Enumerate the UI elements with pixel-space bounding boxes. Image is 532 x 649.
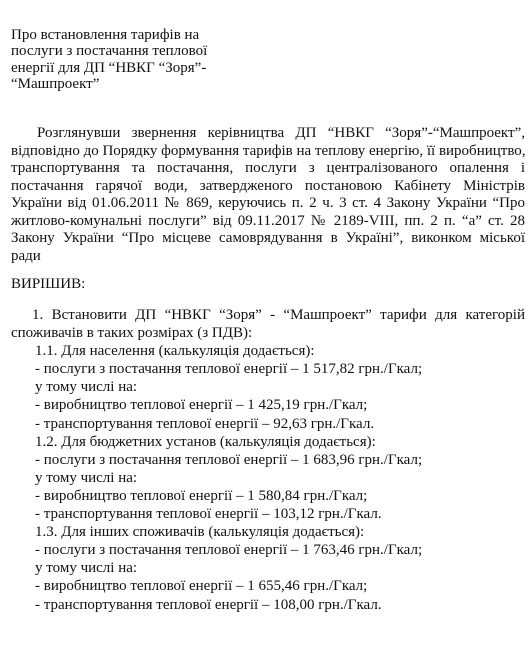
title-line: послуги з постачання теплової [11,43,208,60]
preamble-line: Розглянувши звернення керівництва ДП “НВКГ “Зоря”-“Машпроект”, [37,125,525,141]
section-line: - виробництво теплової енергії – 1 580,84 грн./Гкал; [35,487,368,504]
section-line: - виробництво теплової енергії – 1 425,19 грн./Гкал; [35,397,368,414]
preamble-line: житлово-комунальні послуги” від 09.11.2017 № 2189-VIII, пп. 2 п. “а” ст. 28 [11,212,525,229]
section-line: - послуги з постачання теплової енергії – 1 683,96 грн./Гкал; [35,451,423,468]
preamble-line: відповідно до Порядку формування тарифів на теплову енергію, її виробництво, [11,142,526,159]
preamble-line: Закону України “Про місцеве самоврядування в Україні”, виконком міської [11,230,525,246]
preamble-line: постачання гарячої води, затвердженого постановою Кабінету Міністрів [11,177,525,194]
section-line: - послуги з постачання теплової енергії – 1 763,46 грн./Гкал; [35,542,423,559]
preamble-paragraph [11,125,525,265]
preamble-line: ради [11,247,41,264]
title-line: Про встановлення тарифів на [11,27,200,43]
section-line: у тому числі на: [35,379,138,396]
section-line: - послуги з постачання теплової енергії – 1 517,82 грн./Гкал; [35,361,423,378]
decision-body [11,306,525,614]
section-heading: 1.1. Для населення (калькуляція додається): [35,343,315,360]
item-1-line: 1. Встановити ДП “НВКГ “Зоря” - “Машпроект” тарифи для категорій [32,307,525,323]
section-line: - транспортування теплової енергії – 108,00 грн./Гкал. [35,596,382,613]
section-line: - виробництво теплової енергії – 1 655,46 грн./Гкал; [35,578,368,595]
preamble-line: транспортування та постачання, послуги з централізованого опалення і [11,160,525,176]
section-line: у тому числі на: [35,560,138,577]
preamble-line: України від 01.06.2011 № 869, керуючись п. 2 ч. 3 ст. 4 Закону України “Про [11,195,525,211]
section-heading: 1.3. Для інших споживачів (калькуляція додається): [35,524,365,541]
section-line: у тому числі на: [35,469,138,486]
title-line: “Машпроект” [11,76,100,93]
section-line: - транспортування теплової енергії – 103,12 грн./Гкал. [35,506,382,523]
document-title [11,27,241,93]
decided-label: ВИРІШИВ: [11,276,86,292]
section-line: - транспортування теплової енергії – 92,63 грн./Гкал. [35,415,375,432]
section-heading: 1.2. Для бюджетних установ (калькуляція додається): [35,433,376,450]
item-1-line: споживачів в таких розмірах (з ПДВ): [11,325,253,342]
title-line: енергії для ДП “НВКГ “Зоря”- [11,59,207,76]
